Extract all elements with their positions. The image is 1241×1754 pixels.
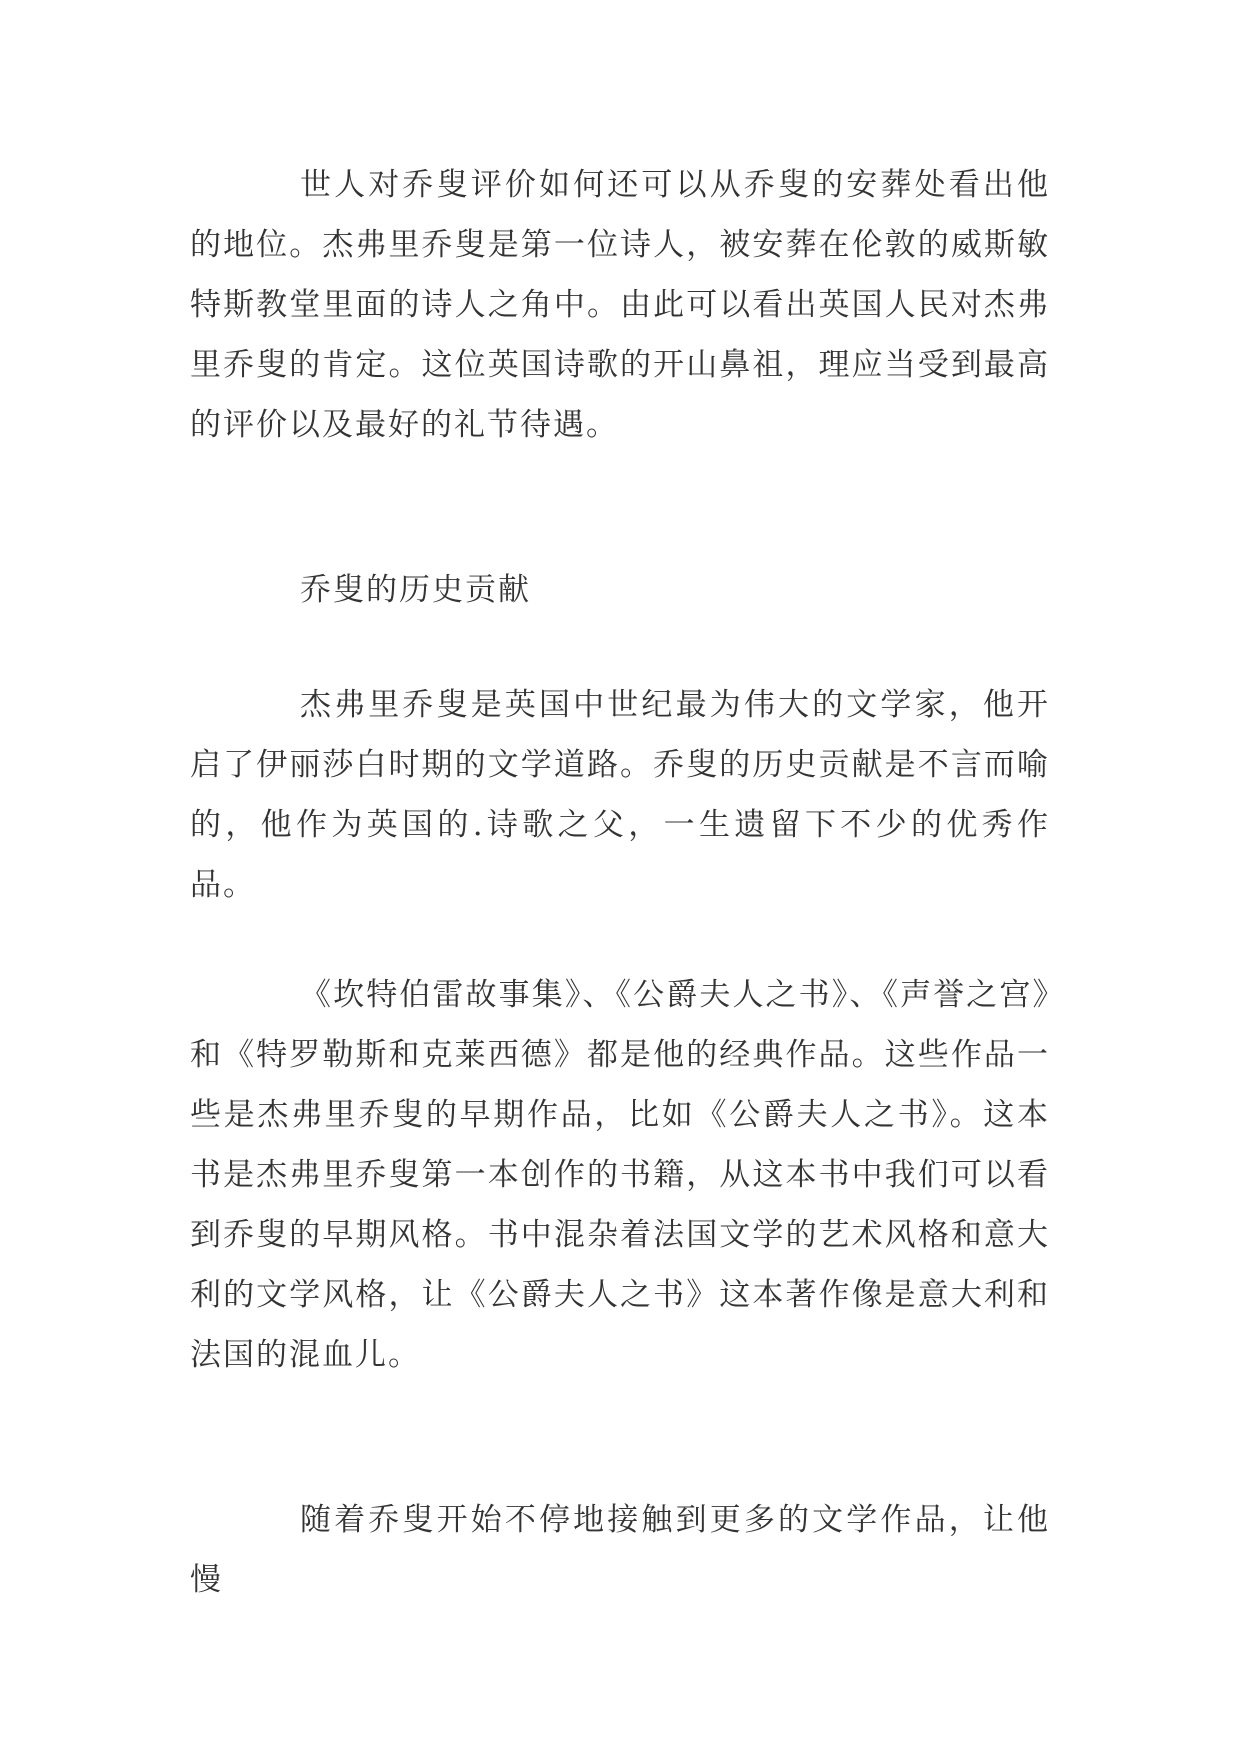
paragraph-historical-contribution: 杰弗里乔叟是英国中世纪最为伟大的文学家，他开启了伊丽莎白时期的文学道路。乔叟的历史贡献是不言而喻的，他作为英国的.诗歌之父，一生遗留下不少的优秀作品。 (190, 687, 1050, 903)
paragraph-classic-works: 《坎特伯雷故事集》、《公爵夫人之书》、《声誉之宫》和《特罗勒斯和克莱西德》都是他的经典作品。这些作品一些是杰弗里乔叟的早期作品，比如《公爵夫人之书》。这本书是杰弗里乔叟第一本创作的书籍，从这本书中我们可以看到乔叟的早期风格。书中混杂着法国文学的艺术风格和意大利的文学风格，让《公爵夫人之书》这本著作像是意大利和法国的混血儿。 (190, 977, 1050, 1373)
paragraph-continued: 随着乔叟开始不停地接触到更多的文学作品，让他慢 (190, 1502, 1050, 1598)
paragraph-burial-status: 世人对乔叟评价如何还可以从乔叟的安葬处看出他的地位。杰弗里乔叟是第一位诗人，被安葬在伦敦的威斯敏特斯教堂里面的诗人之角中。由此可以看出英国人民对杰弗里乔叟的肯定。这位英国诗歌的开山鼻祖，理应当受到最高的评价以及最好的礼节待遇。 (190, 167, 1050, 443)
section-heading-historical-contribution: 乔叟的历史贡献 (300, 572, 531, 608)
